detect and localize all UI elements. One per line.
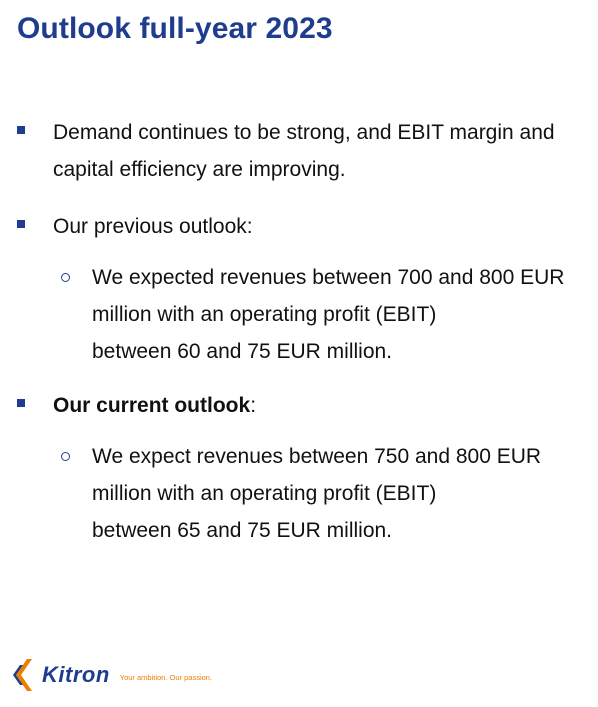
square-bullet-icon: [17, 399, 25, 407]
sub-bullet-text-line: million with an operating profit (EBIT): [92, 303, 437, 326]
sub-bullet-text-line: million with an operating profit (EBIT): [92, 482, 437, 505]
kitron-logo: [10, 655, 212, 695]
bullet-text-line: Demand continues to be strong, and EBIT margin and: [53, 121, 555, 144]
bullet-demand: [0, 114, 598, 188]
sub-bullet-text-line: We expected revenues between 700 and 800 EUR: [92, 266, 565, 289]
circle-bullet-icon: [61, 452, 70, 461]
bullet-text-line: Our previous outlook:: [53, 215, 253, 238]
bullet-previous-outlook: [0, 208, 598, 245]
bullet-current-outlook: [0, 387, 598, 424]
sub-bullet-text-line: between 65 and 75 EUR million.: [92, 519, 393, 542]
sub-bullet-previous-revenues: [0, 259, 598, 370]
sub-bullet-current-revenues: [0, 438, 598, 549]
sub-bullet-text-line: between 60 and 75 EUR million.: [92, 340, 393, 363]
sub-bullet-text-line: We expect revenues between 750 and 800 EUR: [92, 445, 542, 468]
kitron-tagline: Your ambition. Our passion.: [119, 673, 213, 682]
kitron-wordmark: Kitron: [42, 662, 110, 687]
circle-bullet-icon: [61, 273, 70, 282]
bullet-text-line: capital efficiency are improving.: [53, 158, 346, 181]
square-bullet-icon: [17, 220, 25, 228]
kitron-logo-mark-icon: [10, 657, 40, 693]
bullet-bold-text: Our current outlook: [53, 394, 251, 417]
slide-title: Outlook full-year 2023: [17, 12, 333, 45]
square-bullet-icon: [17, 126, 25, 134]
slide-content: [0, 114, 598, 549]
bullet-text-line: [53, 387, 582, 424]
bullet-colon: :: [250, 394, 257, 417]
